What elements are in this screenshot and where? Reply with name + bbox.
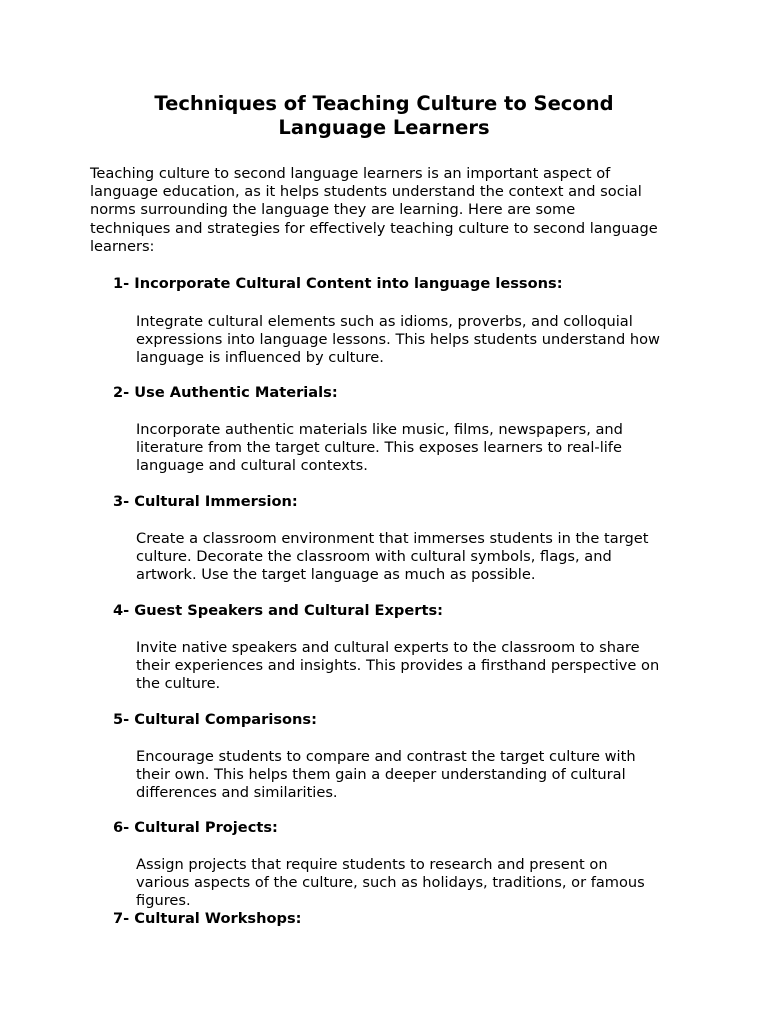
paragraph-line: literature from the target culture. This exposes learners to real-life bbox=[136, 438, 622, 456]
paragraph-line: their experiences and insights. This provides a firsthand perspective on bbox=[136, 656, 660, 674]
section-heading: 4- Guest Speakers and Cultural Experts: bbox=[113, 602, 443, 619]
intro-line: learners: bbox=[90, 237, 155, 255]
section-paragraph bbox=[136, 421, 692, 476]
title-line: Techniques of Teaching Culture to Second bbox=[154, 92, 614, 115]
intro-line: norms surrounding the language they are learning. Here are some bbox=[90, 201, 576, 219]
section-paragraph bbox=[136, 530, 692, 585]
intro-line: Teaching culture to second language learners is an important aspect of bbox=[90, 165, 611, 182]
intro-line: techniques and strategies for effectively teaching culture to second language bbox=[90, 219, 658, 237]
paragraph-line: differences and similarities. bbox=[136, 783, 338, 801]
page-title bbox=[90, 92, 678, 140]
paragraph-line: their own. This helps them gain a deeper understanding of cultural bbox=[136, 765, 626, 783]
section-paragraph bbox=[136, 748, 692, 803]
section-paragraph bbox=[136, 856, 692, 911]
paragraph-line: the culture. bbox=[136, 674, 221, 692]
paragraph-line: Invite native speakers and cultural experts to the classroom to share bbox=[136, 638, 640, 656]
title-line: Language Learners bbox=[278, 116, 490, 139]
paragraph-line: various aspects of the culture, such as holidays, traditions, or famous bbox=[136, 873, 645, 891]
paragraph-line: Create a classroom environment that immerses students in the target bbox=[136, 529, 649, 547]
paragraph-line: culture. Decorate the classroom with cultural symbols, flags, and bbox=[136, 547, 612, 565]
section-paragraph bbox=[136, 313, 692, 368]
paragraph-line: Incorporate authentic materials like music, films, newspapers, and bbox=[136, 420, 623, 438]
paragraph-line: language and cultural contexts. bbox=[136, 456, 368, 474]
section-heading: 5- Cultural Comparisons: bbox=[113, 711, 317, 728]
paragraph-line: artwork. Use the target language as much as possible. bbox=[136, 565, 536, 583]
intro-line: language education, as it helps students understand the context and social bbox=[90, 183, 642, 201]
paragraph-line: Encourage students to compare and contrast the target culture with bbox=[136, 747, 636, 765]
paragraph-line: language is influenced by culture. bbox=[136, 348, 384, 366]
paragraph-line: figures. bbox=[136, 891, 191, 909]
section-paragraph bbox=[136, 639, 692, 694]
section-heading: 7- Cultural Workshops: bbox=[113, 910, 302, 927]
paragraph-line: expressions into language lessons. This helps students understand how bbox=[136, 330, 660, 348]
paragraph-line: Assign projects that require students to research and present on bbox=[136, 855, 608, 873]
paragraph-line: Integrate cultural elements such as idioms, proverbs, and colloquial bbox=[136, 312, 633, 330]
section-heading: 6- Cultural Projects: bbox=[113, 819, 278, 836]
section-heading: 1- Incorporate Cultural Content into language lessons: bbox=[113, 275, 563, 292]
section-heading: 3- Cultural Immersion: bbox=[113, 493, 298, 510]
intro-paragraph bbox=[90, 165, 690, 256]
section-heading: 2- Use Authentic Materials: bbox=[113, 384, 338, 401]
